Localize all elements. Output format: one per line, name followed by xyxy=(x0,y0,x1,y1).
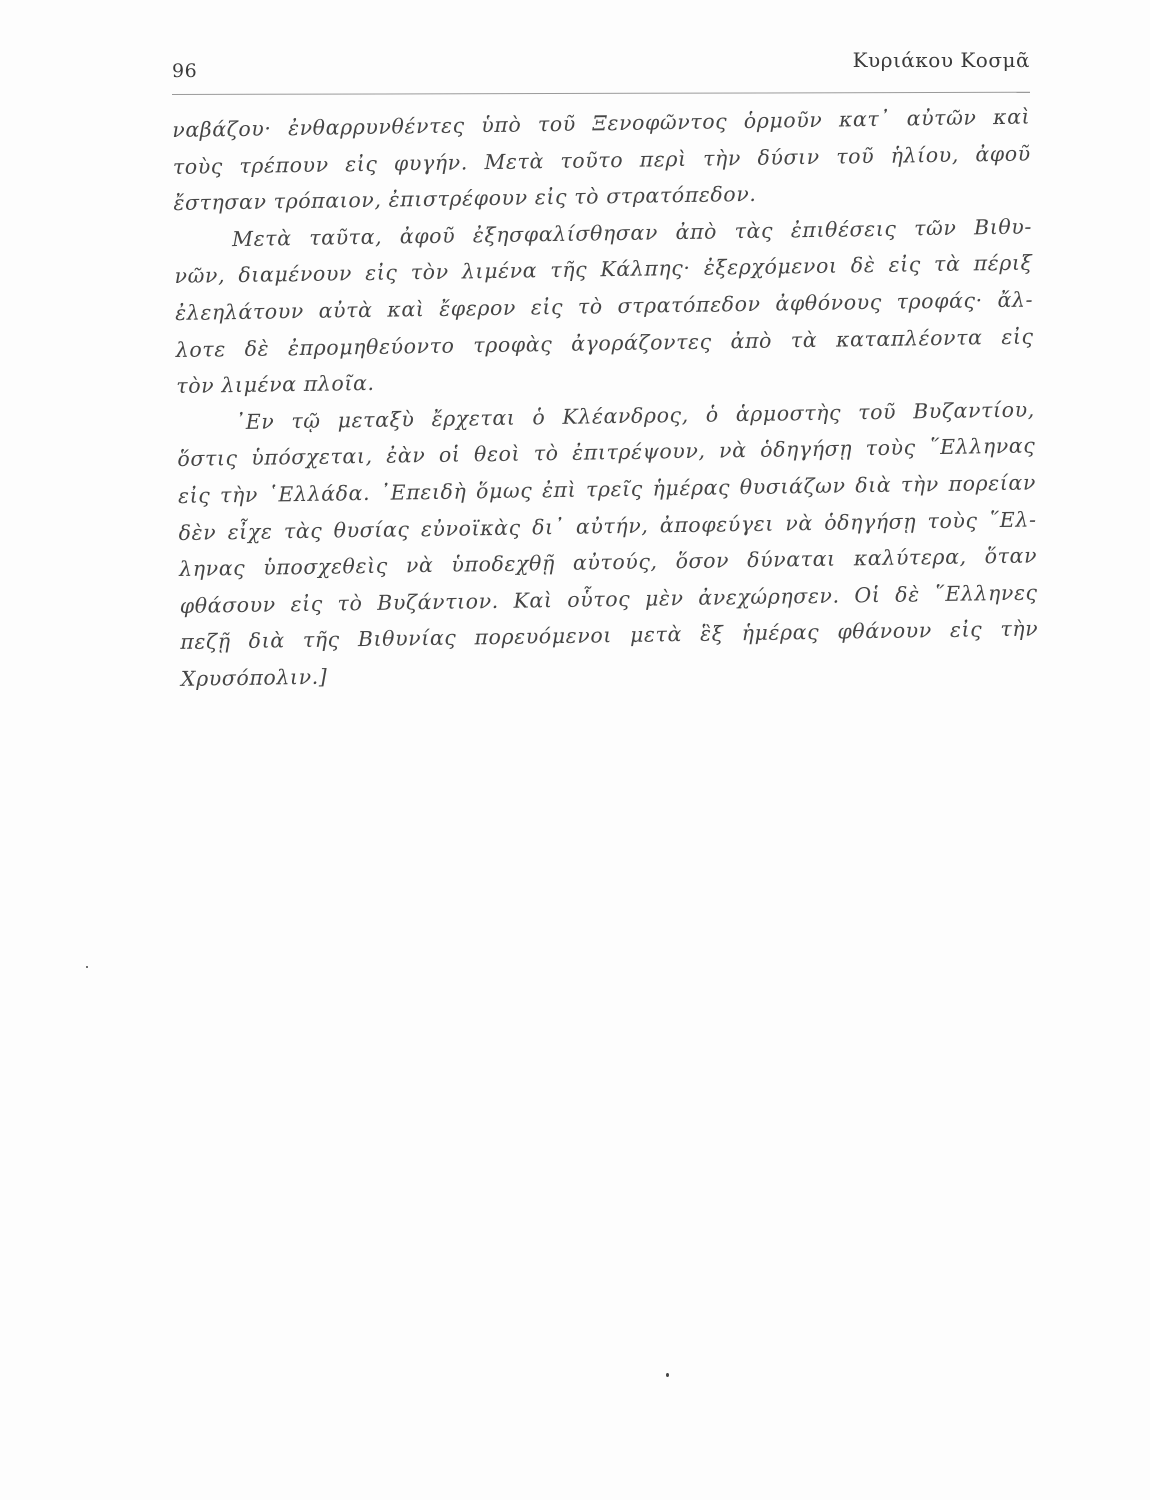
body-text xyxy=(172,99,1039,698)
text-line: ναβάζου· ἐνθαρρυνθέντες ὑπὸ τοῦ Ξενοφῶντος ὁρμοῦν κατ᾽ αὐτῶν καὶ xyxy=(172,104,1031,142)
header-rule xyxy=(172,92,1030,95)
running-head: Κυριάκου Κοσμᾶ xyxy=(852,48,1030,72)
page-header xyxy=(172,48,1030,88)
text-line: νῶν, διαμένουν εἰς τὸν λιμένα τῆς Κάλπης· ἐξερχόμενοι δὲ εἰς τὰ πέριξ xyxy=(174,250,1033,289)
text-line: ἔστησαν τρόπαιον, ἐπιστρέφουν εἰς τὸ στρατόπεδον. xyxy=(173,182,757,216)
text-line: ἐλεηλάτουν αὐτὰ καὶ ἔφερον εἰς τὸ στρατόπεδον ἀφθόνους τροφάς· ἄλ- xyxy=(174,287,1034,325)
page-number: 96 xyxy=(172,60,198,82)
text-line: τὸν λιμένα πλοῖα. xyxy=(176,371,375,399)
scan-speck xyxy=(666,1373,669,1377)
text-line: ᾽Εν τῷ μεταξὺ ἔρχεται ὁ Κλέανδρος, ὁ ἁρμοστὴς τοῦ Βυζαντίου, xyxy=(234,397,1035,434)
text-line: δὲν εἶχε τὰς θυσίας εὐνοϊκὰς δι᾽ αὐτήν, ἀποφεύγει νὰ ὁδηγήσῃ τοὺς ῞Ελ- xyxy=(178,507,1037,545)
text-line: φθάσουν εἰς τὸ Βυζάντιον. Καὶ οὗτος μὲν ἀνεχώρησεν. Οἱ δὲ ῞Ελληνες xyxy=(179,580,1038,618)
text-line: εἰς τὴν ῾Ελλάδα. ᾽Επειδὴ ὅμως ἐπὶ τρεῖς ἡμέρας θυσιάζων διὰ τὴν πορείαν xyxy=(177,470,1037,508)
text-line: πεζῇ διὰ τῆς Βιθυνίας πορευόμενοι μετὰ ἓξ ἡμέρας φθάνουν εἰς τὴν xyxy=(180,616,1039,655)
text-line: Μετὰ ταῦτα, ἀφοῦ ἐξησφαλίσθησαν ἀπὸ τὰς ἐπιθέσεις τῶν Βιθυ- xyxy=(231,214,1033,251)
scan-speck xyxy=(86,966,88,968)
text-line: λοτε δὲ ἐπρομηθεύοντο τροφὰς ἀγοράζοντες ἀπὸ τὰ καταπλέοντα εἰς xyxy=(175,324,1034,362)
text-line: τοὺς τρέπουν εἰς φυγήν. Μετὰ τοῦτο περὶ τὴν δύσιν τοῦ ἡλίου, ἀφοῦ xyxy=(172,141,1031,179)
text-line: ὅστις ὑπόσχεται, ἐὰν οἱ θεοὶ τὸ ἐπιτρέψουν, νὰ ὁδηγήσῃ τοὺς ῞Ελληνας xyxy=(177,433,1036,472)
text-line: Χρυσόπολιν.] xyxy=(180,664,328,691)
text-line: ληνας ὑποσχεθεὶς νὰ ὑποδεχθῇ αὐτούς, ὅσον δύναται καλύτερα, ὅταν xyxy=(178,543,1038,582)
